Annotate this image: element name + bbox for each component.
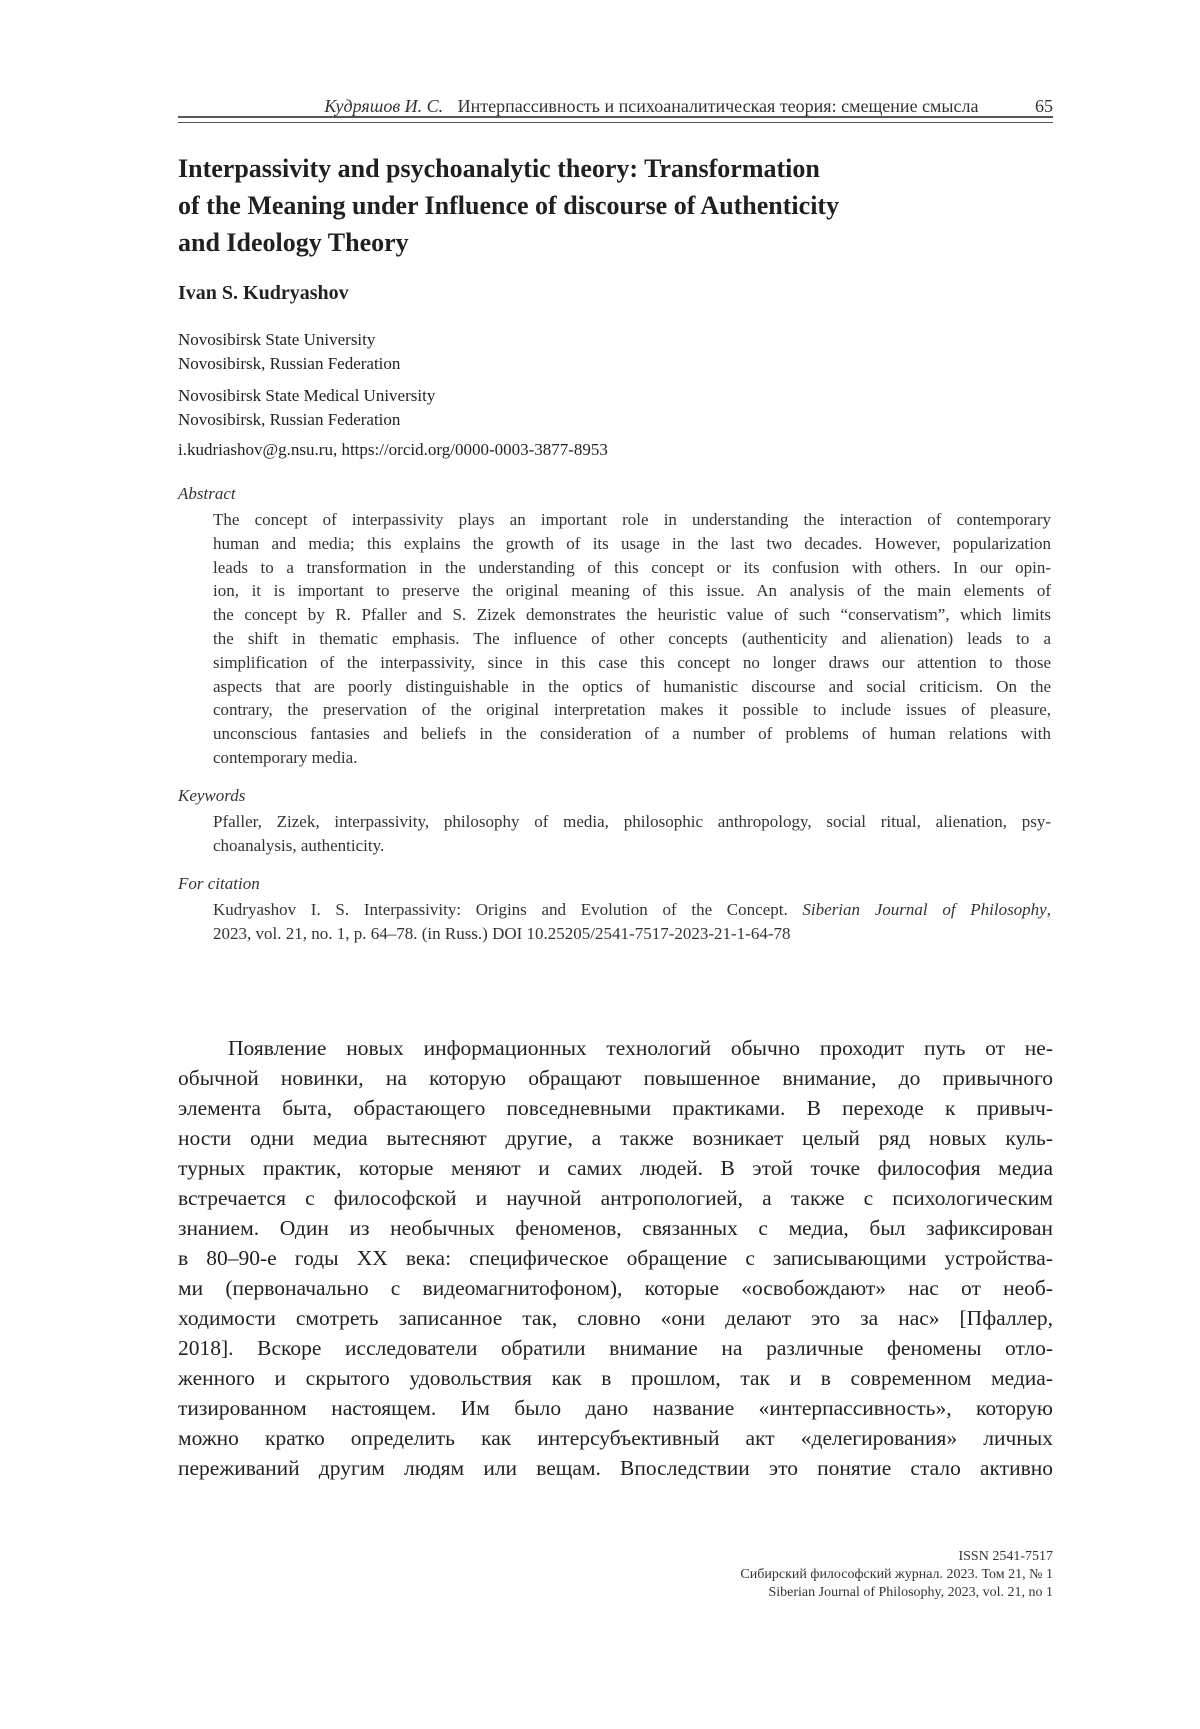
body-line: элемента быта, обрастающего повседневными практиками. В переходе к привыч-: [178, 1096, 1053, 1120]
body-line: можно кратко определить как интерсубъективный акт «делегирования» личных: [178, 1426, 1053, 1450]
body-line: Появление новых информационных технологий обычно проходит путь от не-: [228, 1036, 1053, 1060]
body-paragraph: [178, 1033, 1053, 1483]
body-line: ми (первоначально с видеомагнитофоном), которые «освобождают» нас от необ-: [178, 1276, 1053, 1300]
body-line: ходимости смотреть записанное так, словно «они делают это за нас» [Пфаллер,: [178, 1306, 1053, 1330]
abstract-line: The concept of interpassivity plays an important role in understanding the interaction of contemporary: [213, 510, 1051, 529]
citation-journal: Siberian Journal of Philosophy: [802, 900, 1047, 919]
abstract-line: contrary, the preservation of the original interpretation makes it possible to include issues of pleasure,: [213, 700, 1051, 720]
author-name: Ivan S. Kudryashov: [178, 282, 349, 304]
body-line: турных практик, которые меняют и самих людей. В этой точке философия медиа: [178, 1156, 1053, 1180]
body-line: встречается с философской и научной антропологией, а также с психологическим: [178, 1186, 1053, 1210]
page-number: 65: [1035, 96, 1053, 116]
author-contact[interactable]: i.kudriashov@g.nsu.ru, https://orcid.org/0000-0003-3877-8953: [178, 440, 608, 459]
running-head-title: Интерпассивность и психоаналитическая теория: смещение смысла: [457, 96, 979, 116]
body-line: женного и скрытого удовольствия как в прошлом, так и в современном медиа-: [178, 1366, 1053, 1390]
citation-line: [213, 898, 1051, 922]
abstract-line: the concept by R. Pfaller and S. Zizek demonstrates the heuristic value of such “conservatism”, which limits: [213, 605, 1051, 625]
title-line: and Ideology Theory: [178, 228, 409, 257]
abstract-line: the shift in thematic emphasis. The influence of other concepts (authenticity and alienation) leads to a: [213, 628, 1051, 648]
body-line: переживаний другим людям или вещам. Впоследствии это понятие стало активно: [178, 1456, 1053, 1480]
citation-punct: ,: [1046, 900, 1051, 919]
title-line: of the Meaning under Influence of discourse of Authenticity: [178, 191, 840, 220]
footer-journal-en: Siberian Journal of Philosophy, 2023, vol. 21, no 1: [768, 1585, 1053, 1600]
affiliation-location: Novosibirsk, Russian Federation: [178, 410, 401, 429]
running-head-author: Кудряшов И. С.: [324, 96, 444, 116]
article-title: [178, 150, 978, 261]
body-line: 2018]. Вскоре исследователи обратили внимание на различные феномены отло-: [178, 1336, 1053, 1360]
body-line: знанием. Один из необычных феноменов, связанных с медиа, был зафиксирован: [178, 1216, 1053, 1240]
affiliation: [178, 328, 400, 376]
affiliation-name: Novosibirsk State University: [178, 330, 376, 349]
body-line: обычной новинки, на которую обращают повышенное внимание, до привычного: [178, 1066, 1053, 1090]
abstract-line: aspects that are poorly distinguishable in the optics of humanistic discourse and social criticism. On the: [213, 676, 1051, 696]
abstract-line: ion, it is important to preserve the original meaning of this issue. An analysis of the main elements of: [213, 581, 1051, 601]
abstract-line: contemporary media.: [213, 747, 358, 767]
abstract-line: human and media; this explains the growth of its usage in the last two decades. However, popularization: [213, 533, 1051, 553]
header-double-rule: [178, 116, 1053, 123]
body-line: тизированном настоящем. Им было дано название «интерпассивность», которую: [178, 1396, 1053, 1420]
affiliation-name: Novosibirsk State Medical University: [178, 386, 436, 405]
keywords-line: choanalysis, authenticity.: [213, 835, 385, 855]
running-head: [178, 96, 1053, 117]
citation-text-part: Kudryashov I. S. Interpassivity: Origins and Evolution of the Concept.: [213, 900, 803, 919]
affiliation-location: Novosibirsk, Russian Federation: [178, 354, 401, 373]
citation-label: For citation: [178, 874, 260, 893]
abstract-text: [213, 508, 1051, 770]
footer-journal-ru: Сибирский философский журнал. 2023. Том 21, № 1: [740, 1567, 1053, 1582]
abstract-label: Abstract: [178, 484, 236, 503]
keywords-text: [213, 810, 1051, 858]
keywords-line: Pfaller, Zizek, interpassivity, philosophy of media, philosophic anthropology, social ritual, alienation, psy-: [213, 812, 1051, 831]
abstract-line: simplification of the interpassivity, since in this case this concept no longer draws our attention to those: [213, 652, 1051, 672]
body-line: в 80–90-е годы XX века: специфическое обращение с записывающими устройства-: [178, 1246, 1053, 1270]
title-line: Interpassivity and psychoanalytic theory: Transformation: [178, 154, 820, 183]
body-line: ности одни медиа вытесняют другие, а также возникает целый ряд новых куль-: [178, 1126, 1053, 1150]
page-footer: [553, 1548, 1053, 1602]
citation-text: [213, 898, 1051, 946]
abstract-line: leads to a transformation in the understanding of this concept or its confusion with others. In our opin-: [213, 557, 1051, 577]
abstract-line: unconscious fantasies and beliefs in the consideration of a number of problems of human relations with: [213, 724, 1051, 744]
keywords-label: Keywords: [178, 786, 246, 805]
citation-line: 2023, vol. 21, no. 1, p. 64–78. (in Russ.) DOI 10.25205/2541-7517-2023-21-1-64-78: [213, 923, 791, 943]
affiliation: [178, 384, 435, 432]
footer-issn: ISSN 2541-7517: [958, 1549, 1053, 1564]
